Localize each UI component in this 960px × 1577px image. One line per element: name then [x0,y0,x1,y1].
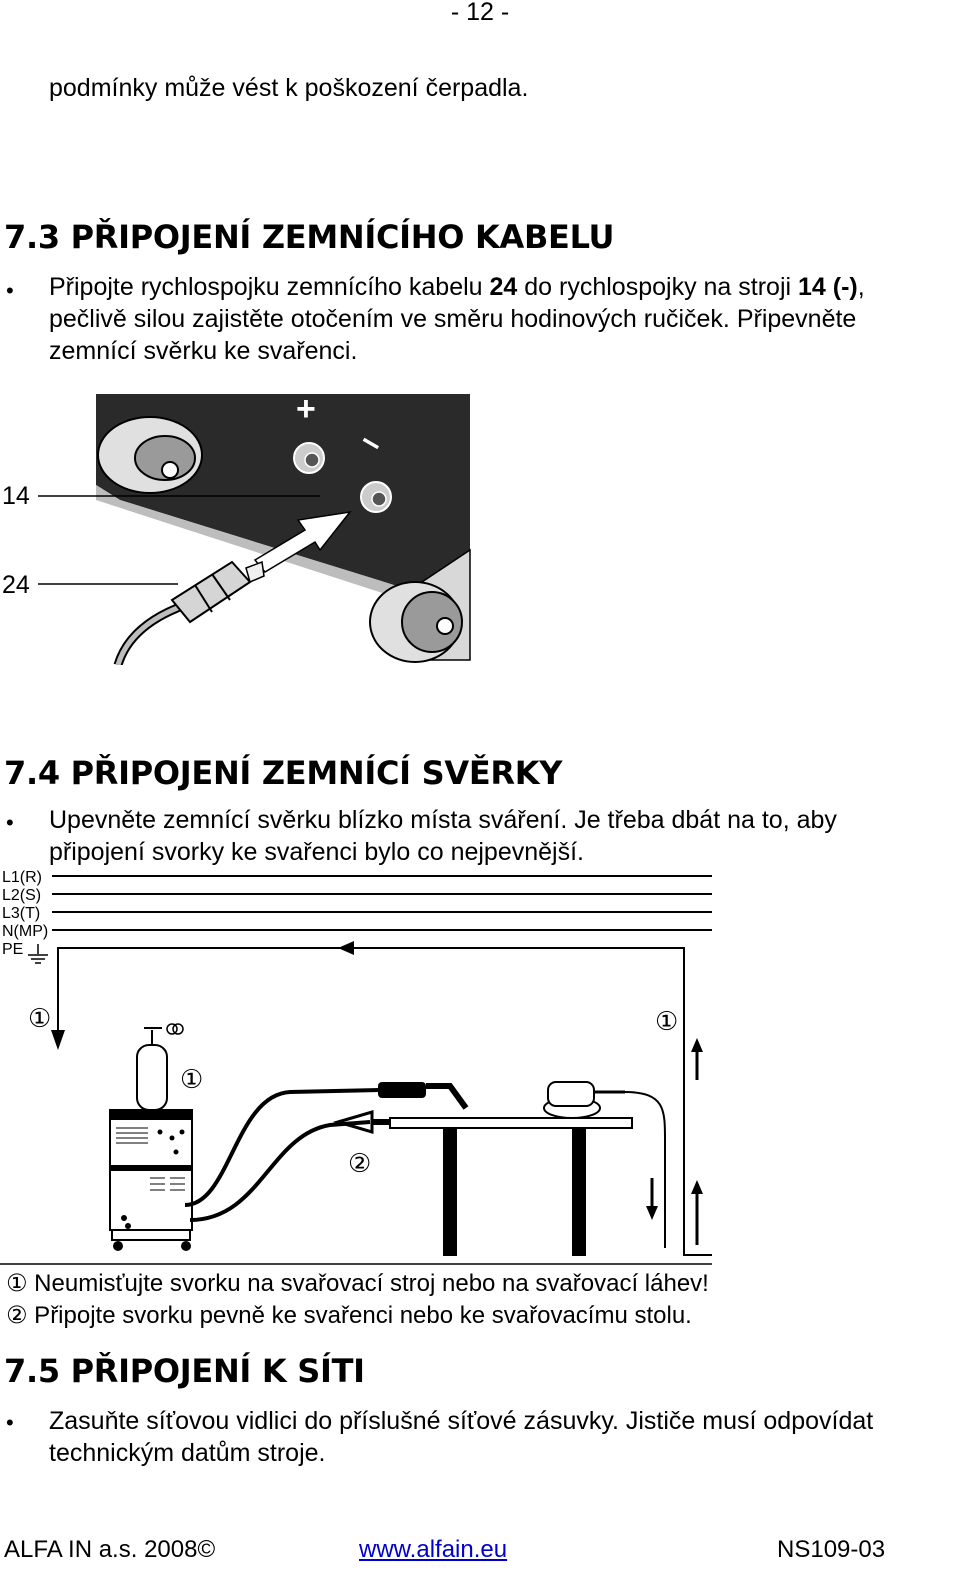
bullet-text-line: Upevněte zemnící svěrku blízko místa sváření. Je třeba dbát na to, aby [49,806,837,834]
bullet-icon: • [6,810,14,835]
footer-url-wrapper [359,1536,507,1564]
marker-two: ② [348,1148,372,1178]
minus-sign: – [354,420,390,464]
bullet-text-line: zemnící svěrku ke svařenci. [49,337,358,365]
bullet-icon: • [6,1410,14,1435]
page-number: - 12 - [450,0,510,26]
bullet-text-line: Zasuňte síťovou vidlici do příslušné síťové zásuvky. Jističe musí odpovídat [49,1407,874,1435]
bullet-text-part: , [857,273,865,301]
note-two: ② Připojte svorku pevně ke svařenci nebo ke svařovacímu stolu. [6,1302,692,1329]
marker-one: ① [180,1064,204,1094]
section-7-3-bullet [49,271,865,367]
welding-torch-icon [378,1082,466,1108]
workpiece-icon [544,1082,625,1118]
ground-symbol-icon [28,944,48,963]
section-7-3-heading: 7.3 PŘIPOJENÍ ZEMNÍCÍHO KABELU [4,218,615,256]
line-label-l3: L3(T) [2,905,41,922]
note-one: ① Neumisťujte svorku na svařovací stroj nebo na svařovací láhev! [6,1270,709,1297]
wheel-front-icon [370,582,462,662]
grounding-wiring-diagram [0,860,960,1270]
plus-sign: + [296,390,316,428]
down-arrow-icon [646,1178,658,1220]
bullet-text-part: Připojte rychlospojku zemnícího kabelu [49,273,490,301]
up-arrow-icon [691,1038,703,1080]
bullet-icon: • [6,278,14,303]
welding-table-icon [390,1118,632,1256]
gas-cylinder-icon [137,1024,183,1110]
minus-socket-icon [361,482,391,512]
section-7-5-heading: 7.5 PŘIPOJENÍ K SÍTI [4,1352,365,1390]
bullet-text-line: pečlivě silou zajistěte otočením ve směru hodinových ručiček. Připevněte [49,305,857,333]
label-14: 14 [2,482,30,510]
current-direction-arrow-icon [51,1030,65,1050]
line-label-l2: L2(S) [2,887,42,904]
section-7-4-bullet [49,804,837,868]
cable-number: 24 [489,273,518,301]
footer-doc-code: NS109-03 [777,1536,886,1563]
bullet-text-line: připojení svorky ke svařenci bylo co nejpevnější. [49,838,584,866]
marker-one: ① [28,1003,52,1033]
line-label-n: N(MP) [2,923,49,940]
footer-company: ALFA IN a.s. 2008© [4,1536,216,1563]
line-label-pe: PE [2,941,24,958]
line-label-l1: L1(R) [2,869,43,886]
current-direction-arrow-icon [338,941,354,955]
plus-socket-icon [294,443,324,473]
intro-text: podmínky může vést k poškození čerpadla. [49,74,529,102]
up-arrow-icon [691,1180,703,1245]
socket-number: 14 (-) [798,273,858,301]
cable-plug-icon [172,562,264,622]
section-7-5-bullet [49,1405,873,1469]
bullet-text-part: do rychlospojky na stroji [517,273,799,301]
footer-url-link[interactable]: www.alfain.eu [359,1536,508,1563]
welding-machine-icon [110,1110,192,1251]
wheel-rear-icon [98,417,202,493]
ground-cable-connection-illustration [0,390,480,665]
marker-one: ① [655,1006,679,1036]
section-7-4-heading: 7.4 PŘIPOJENÍ ZEMNÍCÍ SVĚRKY [4,754,563,792]
bullet-text-line: technickým datům stroje. [49,1439,326,1467]
label-24: 24 [2,571,30,599]
